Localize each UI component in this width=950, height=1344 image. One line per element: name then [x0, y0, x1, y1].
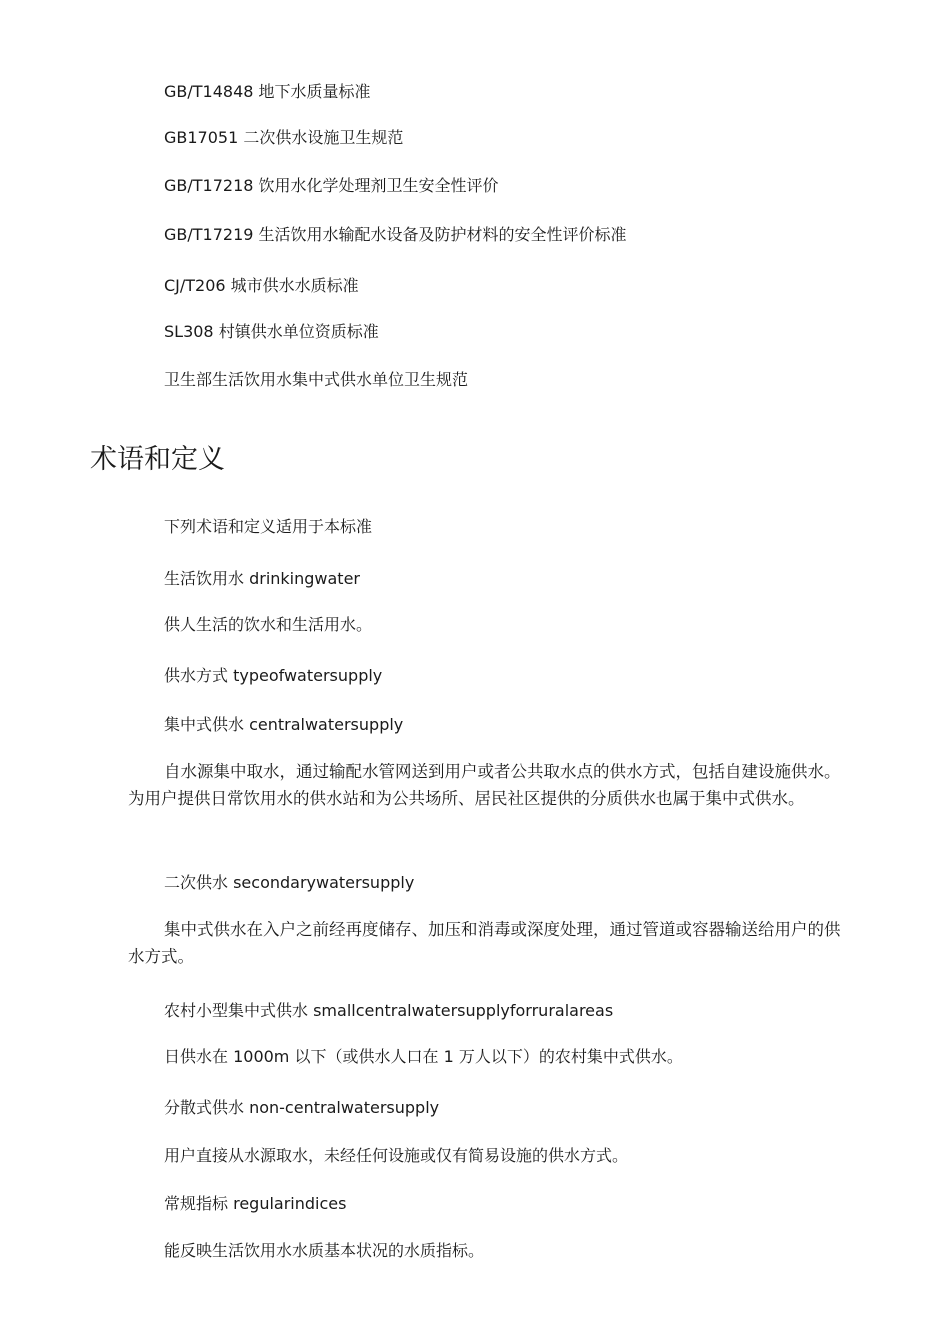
term-central-water-supply: 集中式供水 centralwatersupply — [164, 715, 404, 734]
reference-item-sl308: SL308 村镇供水单位资质标准 — [164, 322, 379, 341]
reference-item-gbt17218: GB/T17218 饮用水化学处理剂卫生安全性评价 — [164, 176, 499, 195]
term-secondary-water-supply: 二次供水 secondarywatersupply — [164, 873, 415, 892]
definition-regular-indices: 能反映生活饮用水水质基本状况的水质指标。 — [164, 1241, 485, 1260]
definition-non-central-water-supply: 用户直接从水源取水，未经任何设施或仅有简易设施的供水方式。 — [164, 1146, 629, 1165]
reference-item-gbt17219: GB/T17219 生活饮用水输配水设备及防护材料的安全性评价标准 — [164, 225, 627, 244]
definition-secondary-water-supply: 集中式供水在入户之前经再度储存、加压和消毒或深度处理，通过管道或容器输送给用户的供水方式。 — [128, 920, 841, 966]
term-regular-indices: 常规指标 regularindices — [164, 1194, 347, 1213]
intro-text: 下列术语和定义适用于本标准 — [164, 517, 373, 536]
term-type-of-water-supply: 供水方式 typeofwatersupply — [164, 666, 383, 685]
definition-central-water-supply: 自水源集中取水，通过输配水管网送到用户或者公共取水点的供水方式，包括自建设施供水。为用户提供日常饮用水的供水站和为公共场所、居民社区提供的分质供水也属于集中式供水。 — [128, 762, 841, 808]
term-drinking-water: 生活饮用水 drinkingwater — [164, 569, 361, 588]
reference-item-gbt14848: GB/T14848 地下水质量标准 — [164, 82, 371, 101]
reference-item-gb17051: GB17051 二次供水设施卫生规范 — [164, 128, 404, 147]
term-small-central-water-supply: 农村小型集中式供水 smallcentralwatersupplyforruralareas — [164, 1001, 614, 1020]
reference-item-health-ministry: 卫生部生活饮用水集中式供水单位卫生规范 — [164, 370, 469, 389]
section-title: 术语和定义 — [90, 444, 225, 475]
reference-item-cjt206: CJ/T206 城市供水水质标准 — [164, 276, 359, 295]
definition-drinking-water: 供人生活的饮水和生活用水。 — [164, 615, 373, 634]
term-non-central-water-supply: 分散式供水 non-centralwatersupply — [164, 1098, 440, 1117]
definition-small-central-water-supply: 日供水在 1000m 以下（或供水人口在 1 万人以下）的农村集中式供水。 — [164, 1047, 683, 1066]
